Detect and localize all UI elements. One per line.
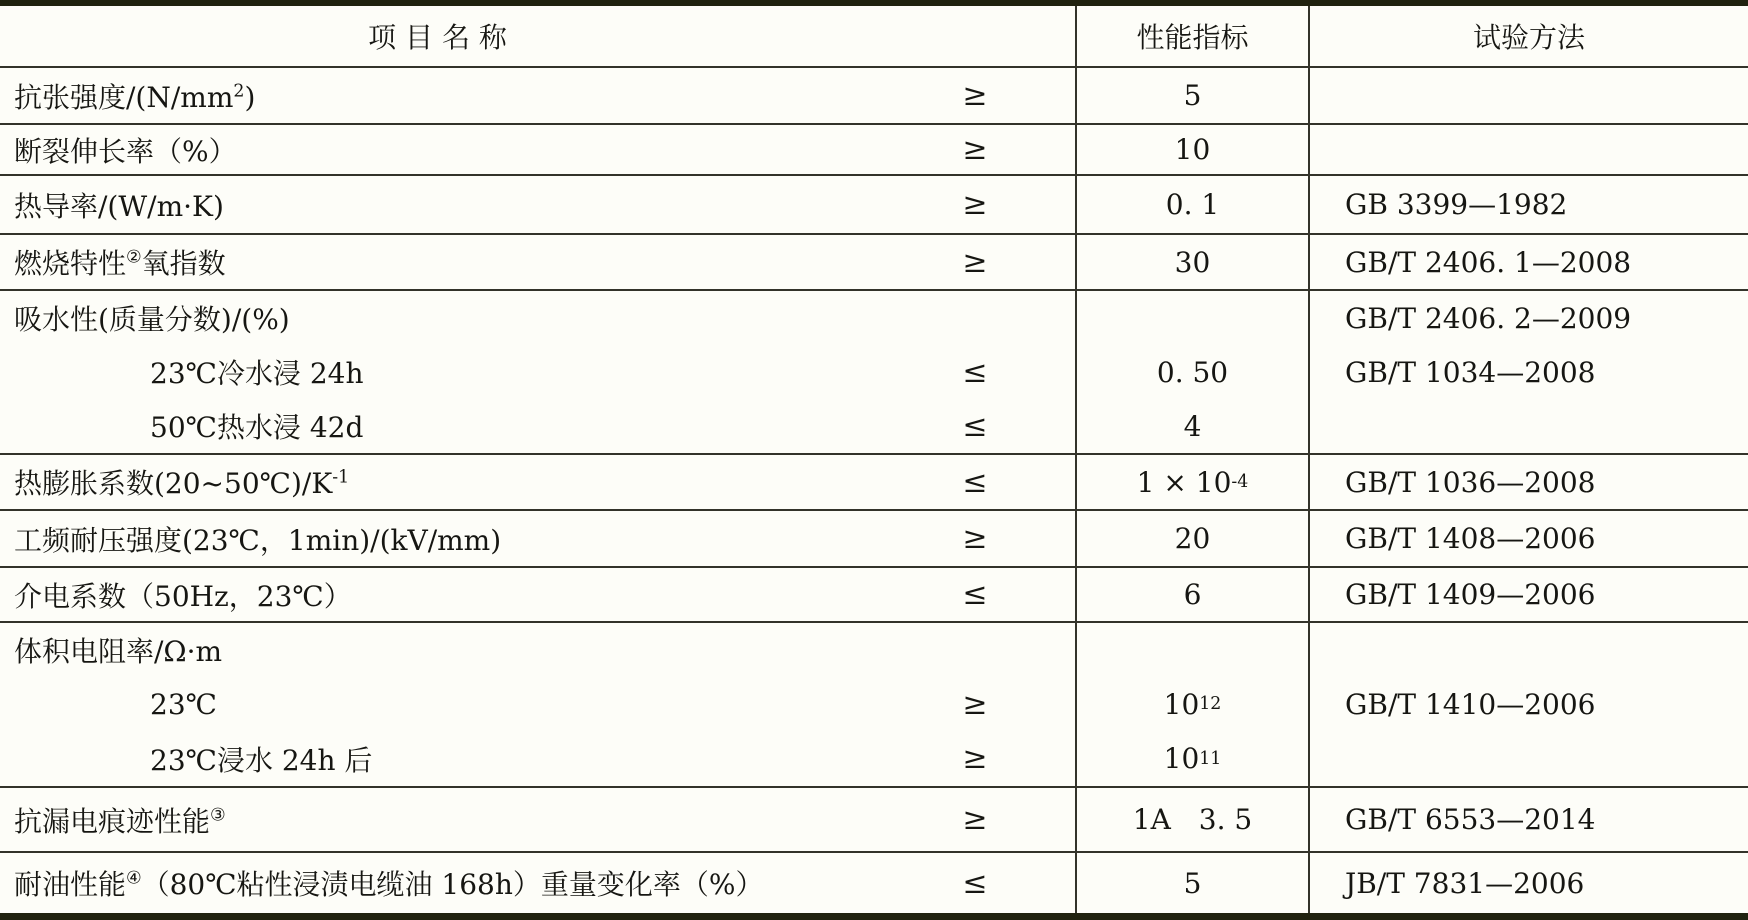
method-standard: GB/T 1036—2008 [1345,465,1596,499]
header-method-label: 试验方法 [1472,21,1585,54]
method-cell [1310,176,1748,233]
table-row [0,788,1748,853]
index-value: 10 12 [1163,687,1222,721]
item-name: 燃烧特性②氧指数 [14,247,226,280]
item-name: 抗漏电痕迹性能③ [14,804,226,838]
method-cell [1310,291,1748,453]
index-cell [1077,291,1310,453]
item-name: 断裂伸长率（%） [14,134,237,168]
item-name: 23℃冷水浸 24h [150,357,364,390]
item-cell [0,176,1077,233]
comparator-symbol: ≥ [962,244,988,280]
index-value: 20 [1174,522,1211,555]
comparator-symbol: ≥ [962,802,988,837]
index-value: 10 [1174,133,1211,166]
method-standard: GB 3399—1982 [1345,188,1568,221]
header-index-cell [1077,6,1310,66]
comparator-symbol: ≤ [962,354,988,390]
method-standard: GB/T 1410—2006 [1345,687,1596,721]
table-row [0,455,1748,511]
item-name: 50℃热水浸 42d [150,411,364,444]
index-cell [1077,455,1310,509]
item-name: 23℃ [150,687,217,721]
item-name: 热膨胀系数$(20\sim 50℃)/K^{-1}$ [14,467,350,500]
comparator-symbol: ≥ [962,187,988,222]
index-cell [1077,568,1310,621]
item-name: 吸水性(质量分数)/(%) [14,303,290,336]
index-cell [1077,788,1310,851]
method-cell [1310,125,1748,174]
index-value: 6 [1183,578,1202,611]
index-value: 10 11 [1163,742,1222,776]
item-cell [0,623,1077,786]
item-name: 热导率/(W/m·K) [14,189,224,223]
index-cell [1077,853,1310,913]
comparator-symbol: ≤ [962,464,988,500]
index-value: 30 [1174,245,1211,279]
item-name: 工频耐压强度(23℃，1min)/(kV/mm) [14,523,502,557]
index-cell [1077,176,1310,233]
index-cell [1077,68,1310,123]
item-cell [0,68,1077,123]
method-standard: GB/T 6553—2014 [1345,803,1596,836]
index-value: 5 [1183,866,1202,900]
comparator-symbol: ≤ [962,865,988,901]
table-row [0,125,1748,176]
method-cell [1310,568,1748,621]
method-standard [1310,68,1748,123]
method-standard [1310,399,1748,453]
table-row [0,291,1748,455]
index-value: 1A 3. 5 [1132,803,1253,836]
method-standard: GB/T 1408—2006 [1345,522,1596,555]
table-row [0,176,1748,235]
table-header-row [0,6,1748,68]
index-value: 4 [1183,409,1202,443]
table-row [0,568,1748,623]
method-cell [1310,455,1748,509]
method-cell [1310,235,1748,289]
item-name: 耐油性能④（80℃粘性浸渍电缆油 168h）重量变化率（%） [14,868,764,901]
comparator-symbol: ≥ [962,521,988,556]
item-cell [0,291,1077,453]
item-name: 23℃浸水 24h 后 [150,743,373,777]
comparator-symbol: ≤ [962,408,988,444]
method-standard [1310,623,1748,677]
method-standard: GB/T 1034—2008 [1345,355,1596,389]
table-row [0,68,1748,125]
index-value [1077,291,1308,345]
table-row [0,235,1748,291]
index-value [1077,623,1308,677]
method-standard [1310,125,1748,174]
method-cell [1310,623,1748,786]
header-method-cell [1310,6,1748,66]
item-cell [0,853,1077,913]
item-name: 抗张强度$/(N/mm^2)$ [14,80,256,114]
comparator-symbol: ≥ [962,741,988,777]
item-name: 介电系数（50Hz，23℃） [14,579,352,613]
method-cell [1310,853,1748,913]
index-cell [1077,511,1310,566]
item-cell [0,235,1077,289]
index-cell [1077,235,1310,289]
item-name: 体积电阻率/Ω·m [14,635,223,669]
method-standard: GB/T 2406. 1—2008 [1345,245,1632,279]
method-standard: GB/T 2406. 2—2009 [1345,301,1632,335]
method-standard: JB/T 7831—2006 [1345,866,1585,900]
header-index-label: 性能指标 [1136,21,1249,54]
table-row [0,623,1748,788]
method-standard: GB/T 1409—2006 [1345,578,1596,611]
index-cell [1077,125,1310,174]
method-cell [1310,511,1748,566]
header-item-cell [0,6,1077,66]
item-cell [0,125,1077,174]
header-item-label: 项 目 名 称 [368,21,507,54]
comparator-symbol: ≤ [962,577,988,612]
index-value: 0. 50 [1156,355,1229,389]
index-value: 1 × 10 -4 [1136,465,1249,499]
item-cell [0,568,1077,621]
index-value: 5 [1183,79,1202,112]
index-cell [1077,623,1310,786]
method-cell [1310,788,1748,851]
table-row [0,853,1748,913]
item-cell [0,511,1077,566]
table-row [0,511,1748,568]
method-standard [1310,732,1748,786]
comparator-symbol: ≥ [962,686,988,722]
comparator-symbol: ≥ [962,132,988,167]
comparator-symbol: ≥ [962,78,988,113]
item-cell [0,788,1077,851]
item-cell [0,455,1077,509]
method-cell [1310,68,1748,123]
index-value: 0. 1 [1165,188,1220,221]
